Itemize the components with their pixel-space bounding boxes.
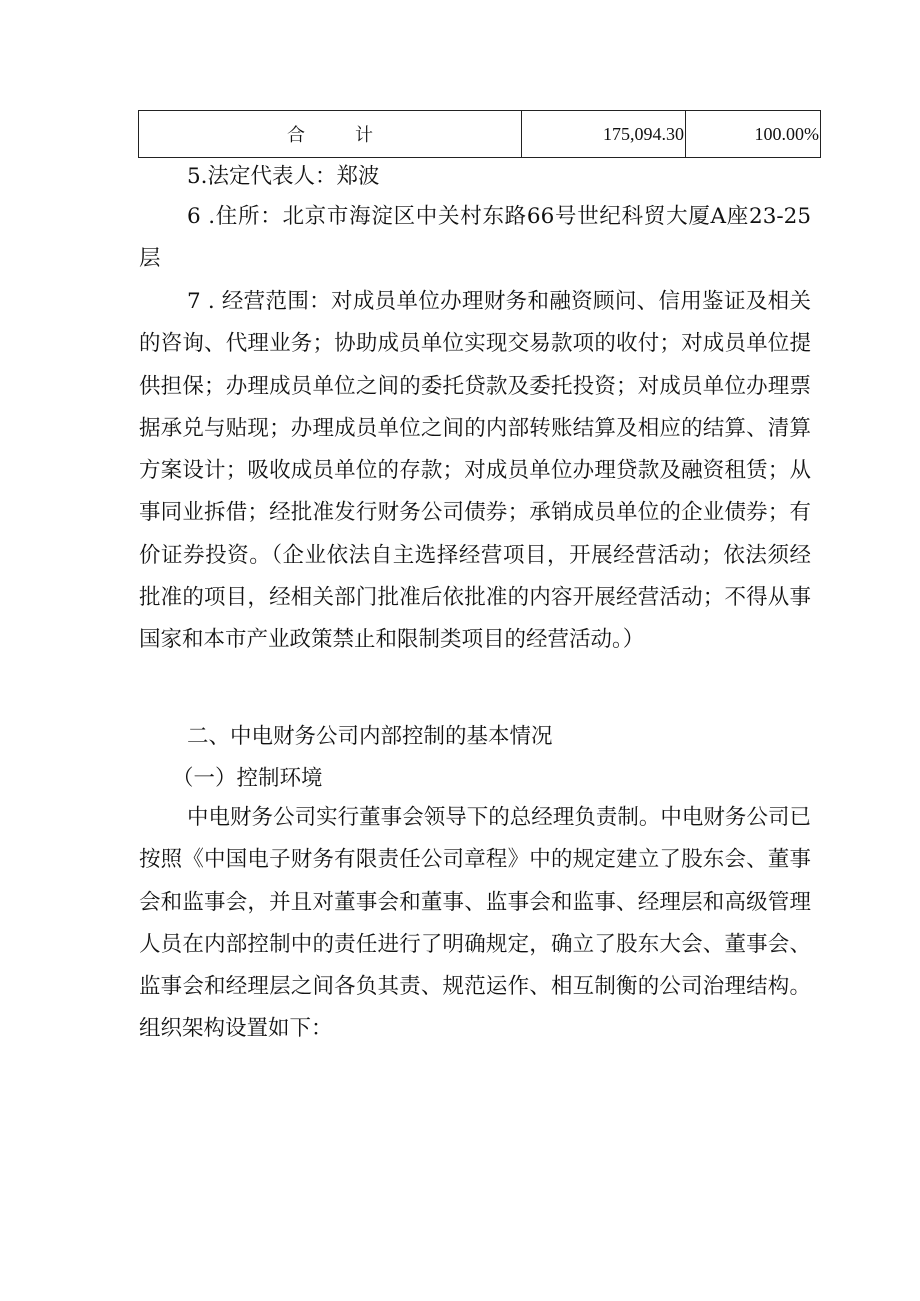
subsection-heading: （一）控制环境	[172, 766, 323, 791]
total-label: 合计	[139, 111, 522, 158]
control-environment-paragraph: 中电财务公司实行董事会领导下的总经理负责制。中电财务公司已按照《中国电子财务有限责任公司章程》中的规定建立了股东会、董事会和监事会，并且对董事会和董事、监事会和监事、经理层和高级管理人员在内部控制中的责任进行了明确规定，确立了股东大会、董事会、监事会和经理层之间各负其责、规范运作、相互制衡的公司治理结构。组织架构设置如下：	[139, 805, 811, 1042]
total-row	[139, 111, 821, 158]
total-table	[138, 110, 821, 158]
total-percent: 100.00%	[686, 111, 821, 158]
legal-representative: 5.法定代表人：郑波	[187, 164, 380, 189]
total-amount: 175,094.30	[522, 111, 686, 158]
business-scope-paragraph: 7 . 经营范围：对成员单位办理财务和融资顾问、信用鉴证及相关的咨询、代理业务；协助成员单位实现交易款项的收付；对成员单位提供担保；办理成员单位之间的委托贷款及委托投资；对成员单位办理票据承兑与贴现；办理成员单位之间的内部转账结算及相应的结算、清算方案设计；吸收成员单位的存款；对成员单位办理贷款及融资租赁；从事同业拆借；经批准发行财务公司债券；承销成员单位的企业债券；有价证券投资。（企业依法自主选择经营项目，开展经营活动；依法须经批准的项目，经相关部门批准后依批准的内容开展经营活动；不得从事国家和本市产业政策禁止和限制类项目的经营活动。）	[139, 289, 811, 653]
address-paragraph: 6 .住所：北京市海淀区中关村东路66号世纪科贸大厦A座23-25层	[139, 204, 811, 272]
section-heading: 二、中电财务公司内部控制的基本情况	[187, 724, 553, 749]
